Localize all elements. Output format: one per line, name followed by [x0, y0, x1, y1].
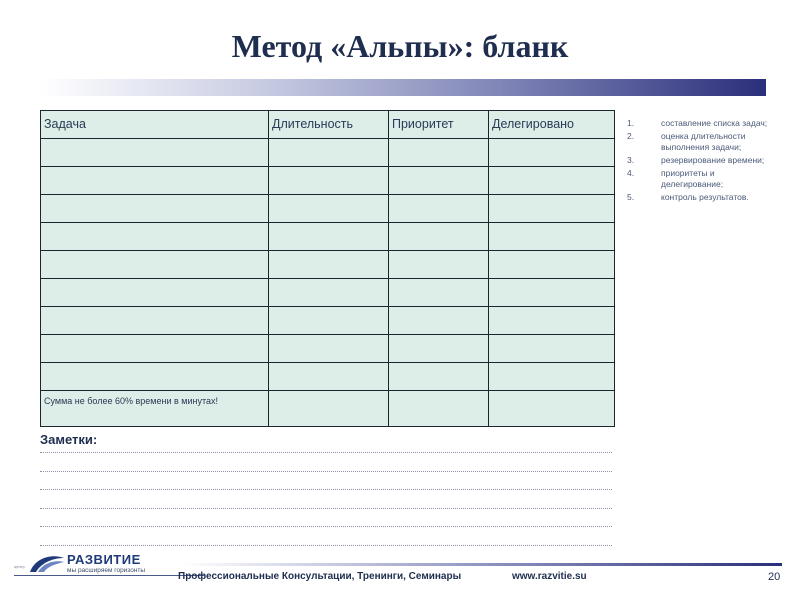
table-cell[interactable]: [489, 195, 615, 223]
logo-underline: [14, 575, 204, 576]
table-cell[interactable]: [269, 335, 389, 363]
table-cell[interactable]: [269, 307, 389, 335]
list-item: [627, 168, 777, 190]
step-number: 4.: [627, 168, 635, 178]
table-row: [41, 195, 615, 223]
table-cell[interactable]: [269, 391, 389, 427]
table-cell[interactable]: [41, 363, 269, 391]
table-cell[interactable]: [41, 251, 269, 279]
logo-emblem-icon: [14, 552, 66, 576]
table-cell[interactable]: [489, 223, 615, 251]
table-row: [41, 251, 615, 279]
list-item: [627, 155, 777, 166]
table-cell[interactable]: [389, 251, 489, 279]
header-priority: Приоритет: [389, 111, 489, 139]
alps-method-table: [40, 110, 615, 427]
table-row: [41, 363, 615, 391]
list-item: [627, 192, 777, 203]
note-line[interactable]: [40, 526, 612, 527]
step-text: контроль результатов.: [661, 192, 749, 202]
header-duration: Длительность: [269, 111, 389, 139]
table-cell[interactable]: [41, 139, 269, 167]
table-cell[interactable]: [269, 223, 389, 251]
table-cell[interactable]: [41, 167, 269, 195]
note-line[interactable]: [40, 452, 612, 453]
header-delegated: Делегировано: [489, 111, 615, 139]
table-cell[interactable]: [389, 307, 489, 335]
steps-list: [627, 118, 777, 205]
table-cell[interactable]: [489, 391, 615, 427]
table-cell[interactable]: [269, 251, 389, 279]
table-cell[interactable]: [389, 195, 489, 223]
table-cell[interactable]: [41, 223, 269, 251]
table-cell[interactable]: [489, 251, 615, 279]
step-text: резервирование времени;: [661, 155, 765, 165]
footer-gradient-bar: [182, 563, 782, 566]
note-line[interactable]: [40, 508, 612, 509]
table-row: [41, 167, 615, 195]
table-cell[interactable]: [389, 335, 489, 363]
table-cell[interactable]: [489, 279, 615, 307]
table-header-row: [41, 111, 615, 139]
table-cell[interactable]: [489, 335, 615, 363]
sum-row: [41, 391, 615, 427]
step-text: составление списка задач;: [661, 118, 768, 128]
note-line[interactable]: [40, 471, 612, 472]
note-line[interactable]: [40, 489, 612, 490]
step-text: оценка длительности выполнения задачи;: [661, 131, 746, 152]
table-cell[interactable]: [269, 363, 389, 391]
table-cell[interactable]: [389, 279, 489, 307]
table-cell[interactable]: [269, 167, 389, 195]
table-cell[interactable]: [41, 195, 269, 223]
step-number: 1.: [627, 118, 635, 128]
table-cell[interactable]: [389, 363, 489, 391]
table-cell[interactable]: [489, 363, 615, 391]
table-row: [41, 335, 615, 363]
table-cell[interactable]: [269, 139, 389, 167]
sum-row-label: Сумма не более 60% времени в минутах!: [41, 391, 269, 427]
page-number: 20: [768, 571, 781, 583]
table-cell[interactable]: [389, 391, 489, 427]
table-cell[interactable]: [41, 335, 269, 363]
logo-tiny-text: центр: [14, 564, 25, 569]
table-cell[interactable]: [489, 167, 615, 195]
step-number: 5.: [627, 192, 635, 202]
notes-label: Заметки:: [40, 432, 98, 447]
table-cell[interactable]: [389, 167, 489, 195]
table-cell[interactable]: [489, 139, 615, 167]
slide-title: Метод «Альпы»: бланк: [231, 28, 569, 64]
list-item: [627, 118, 777, 129]
table-cell[interactable]: [41, 307, 269, 335]
logo-name: РАЗВИТИЕ: [67, 552, 141, 567]
header-task: Задача: [41, 111, 269, 139]
step-number: 3.: [627, 155, 635, 165]
footer-text: Профессиональные Консультации, Тренинги, Семинары: [178, 571, 462, 582]
note-line[interactable]: [40, 545, 612, 546]
table-row: [41, 223, 615, 251]
step-text: приоритеты и делегирование;: [661, 168, 724, 189]
step-number: 2.: [627, 131, 635, 141]
logo-slogan: мы расширяем горизонты: [67, 567, 146, 574]
table-cell[interactable]: [489, 307, 615, 335]
table-row: [41, 307, 615, 335]
footer-url[interactable]: www.razvitie.su: [512, 571, 587, 582]
table-cell[interactable]: [41, 279, 269, 307]
table-row: [41, 279, 615, 307]
table-cell[interactable]: [389, 139, 489, 167]
table-row: [41, 139, 615, 167]
table-cell[interactable]: [269, 195, 389, 223]
company-logo: [14, 552, 204, 578]
title-gradient-bar: [40, 79, 766, 96]
table-cell[interactable]: [269, 279, 389, 307]
list-item: [627, 131, 777, 153]
table-cell[interactable]: [389, 223, 489, 251]
